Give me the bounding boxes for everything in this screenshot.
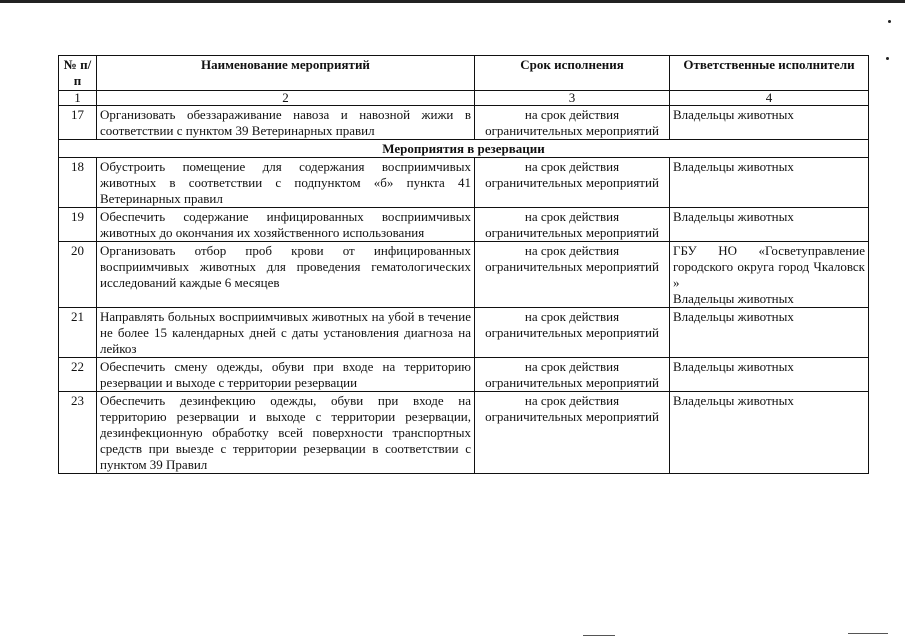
table-row — [59, 358, 869, 392]
responsible-cell — [670, 242, 869, 308]
responsible: Владельцы животных — [670, 158, 869, 208]
responsible: Владельцы животных — [670, 308, 869, 358]
table-row — [59, 158, 869, 208]
scan-artifact-dot — [886, 57, 889, 60]
scan-artifact-line — [848, 633, 888, 634]
deadline: на срок действия ограничительных мероприятий — [475, 106, 670, 140]
deadline: на срок действия ограничительных мероприятий — [475, 208, 670, 242]
responsible: Владельцы животных — [670, 106, 869, 140]
responsible: ГБУ НО «Госветуправление городского округа город Чкаловск » — [673, 243, 865, 290]
responsible: Владельцы животных — [670, 392, 869, 474]
measure-name: Обустроить помещение для содержания восприимчивых животных в соответствии с подпунктом «б» пункта 41 Ветеринарных правил — [97, 158, 475, 208]
table-row — [59, 392, 869, 474]
table-row — [59, 308, 869, 358]
measure-name: Направлять больных восприимчивых животных на убой в течение не более 15 календарных дней с даты установления диагноза на лейкоз — [97, 308, 475, 358]
measure-name: Организовать обеззараживание навоза и навозной жижи в соответствии с пунктом 39 Ветеринарных правил — [97, 106, 475, 140]
header-measure-name: Наименование мероприятий — [97, 56, 475, 91]
row-number: 19 — [59, 208, 97, 242]
column-index-row — [59, 91, 869, 106]
table-row — [59, 106, 869, 140]
row-number: 23 — [59, 392, 97, 474]
deadline: на срок действия ограничительных мероприятий — [475, 392, 670, 474]
scan-artifact-line — [583, 635, 615, 636]
deadline: на срок действия ограничительных мероприятий — [475, 308, 670, 358]
header-deadline: Срок исполнения — [475, 56, 670, 91]
scan-artifact-dot — [888, 20, 891, 23]
measures-table — [58, 55, 869, 474]
responsible: Владельцы животных — [670, 208, 869, 242]
measure-name: Обеспечить дезинфекцию одежды, обуви при входе на территорию резервации и выходе с территории резервации, дезинфекционную обработку всей поверхности транспортных средств при выезде с территории резервации в соответствии с пунктом 39 Правил — [97, 392, 475, 474]
responsible-extra: Владельцы животных — [673, 291, 794, 306]
header-number: № п/п — [59, 56, 97, 91]
table-row — [59, 242, 869, 308]
column-index: 4 — [670, 91, 869, 106]
deadline: на срок действия ограничительных мероприятий — [475, 158, 670, 208]
deadline: на срок действия ограничительных мероприятий — [475, 358, 670, 392]
scan-top-border — [0, 0, 905, 3]
deadline: на срок действия ограничительных мероприятий — [475, 242, 670, 308]
table-header-row — [59, 56, 869, 91]
responsible: Владельцы животных — [670, 358, 869, 392]
section-title: Мероприятия в резервации — [59, 140, 869, 158]
measure-name: Обеспечить содержание инфицированных восприимчивых животных до окончания их хозяйственного использования — [97, 208, 475, 242]
header-responsible: Ответственные исполнители — [670, 56, 869, 91]
row-number: 22 — [59, 358, 97, 392]
measure-name: Обеспечить смену одежды, обуви при входе на территорию резервации и выходе с территории резервации — [97, 358, 475, 392]
row-number: 17 — [59, 106, 97, 140]
row-number: 18 — [59, 158, 97, 208]
column-index: 3 — [475, 91, 670, 106]
section-header-row — [59, 140, 869, 158]
row-number: 21 — [59, 308, 97, 358]
column-index: 2 — [97, 91, 475, 106]
table-row — [59, 208, 869, 242]
row-number: 20 — [59, 242, 97, 308]
column-index: 1 — [59, 91, 97, 106]
measure-name: Организовать отбор проб крови от инфицированных восприимчивых животных для проведения гематологических исследований каждые 6 месяцев — [97, 242, 475, 308]
